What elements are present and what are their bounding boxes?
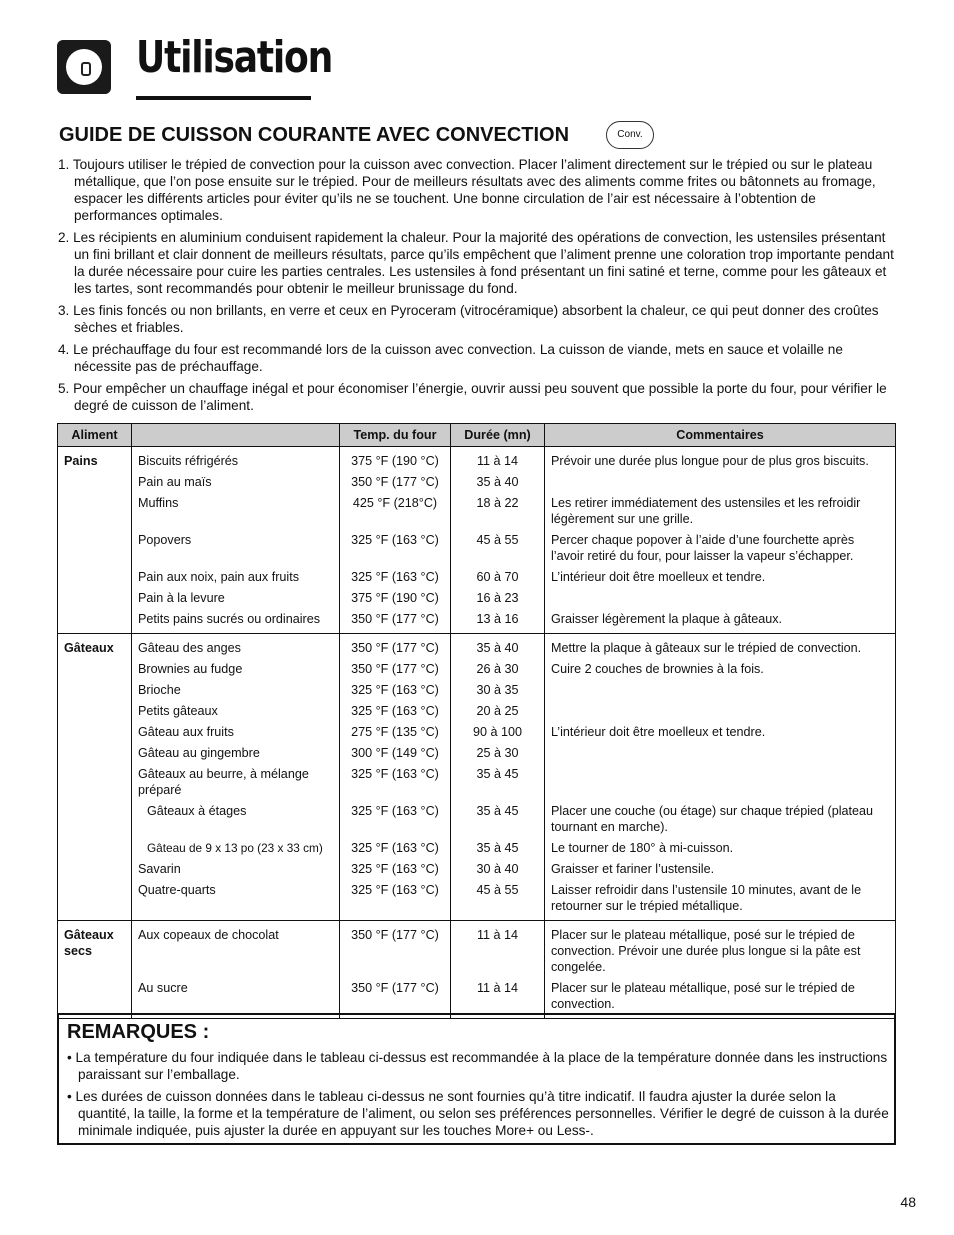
cell-duree: 35 à 40 [451,471,545,492]
instruction-item: 5. Pour empêcher un chauffage inégal et pour économiser l’énergie, ouvrir aussi peu souvent que possible la porte du four, pour vérifier le degré de cuisson de l’aliment. [58,381,887,413]
column-header-temp: Temp. du four [340,424,451,447]
table-row [58,858,896,879]
cell-duree: 13 à 16 [451,608,545,634]
cell-item: Popovers [132,529,340,566]
cell-aliment: Pains [58,447,132,472]
table-row [58,658,896,679]
cell-temp: 325 °F (163 °C) [340,879,451,921]
page-number: 48 [900,1194,916,1210]
conv-badge: Conv. [606,121,654,149]
cell-temp: 325 °F (163 °C) [340,700,451,721]
cell-aliment [58,471,132,492]
cell-aliment [58,721,132,742]
cell-item: Pain au maïs [132,471,340,492]
column-header-duree: Durée (mn) [451,424,545,447]
instructions-list [58,156,900,419]
instruction-item: 1. Toujours utiliser le trépied de convection pour la cuisson avec convection. Placer l’aliment directement sur le trépied ou sur le plateau métallique, que l’on pose ensuite sur le trépied. Pour de meilleurs résultats avec des aliments comme frites ou bâtonnets au fromage, espacer les différents articles pour éviter qu’ils ne se touchent. Une bonne circulation de l’air est nécessaire à l’obtention de performances optimales. [58,157,876,223]
column-header-aliment: Aliment [58,424,132,447]
cell-temp: 375 °F (190 °C) [340,587,451,608]
cell-temp: 350 °F (177 °C) [340,471,451,492]
table-row [58,447,896,472]
remarques-box [57,1013,896,1145]
cell-temp: 325 °F (163 °C) [340,679,451,700]
cell-duree: 26 à 30 [451,658,545,679]
cell-aliment [58,587,132,608]
cell-commentaire: Prévoir une durée plus longue pour de plus gros biscuits. [545,447,896,472]
cell-aliment [58,858,132,879]
cell-item: Gâteau des anges [132,634,340,659]
cell-duree: 11 à 14 [451,977,545,1019]
cell-duree: 35 à 45 [451,763,545,800]
cell-aliment [58,658,132,679]
cell-item-text: Gâteau de 9 x 13 po (23 x 33 cm) [147,841,323,855]
cell-duree: 25 à 30 [451,742,545,763]
cell-temp: 350 °F (177 °C) [340,608,451,634]
cell-item-text: Gâteaux à étages [147,804,247,818]
cell-item: Brioche [132,679,340,700]
cell-commentaire [545,471,896,492]
cell-commentaire: Percer chaque popover à l’aide d’une fourchette après l’avoir retiré du four, pour laisser la vapeur s’échapper. [545,529,896,566]
cell-aliment: Gâteaux [58,634,132,659]
table-row [58,800,896,837]
table-row [58,679,896,700]
cell-aliment: Gâteaux secs [58,921,132,978]
cell-aliment [58,679,132,700]
cell-item: Savarin [132,858,340,879]
cell-item: Brownies au fudge [132,658,340,679]
cell-item: Pain à la levure [132,587,340,608]
cell-commentaire [545,587,896,608]
cell-aliment [58,879,132,921]
cell-commentaire: Le tourner de 180° à mi-cuisson. [545,837,896,858]
cell-temp: 350 °F (177 °C) [340,921,451,978]
cell-aliment [58,608,132,634]
cell-commentaire: Mettre la plaque à gâteaux sur le trépied de convection. [545,634,896,659]
section-title: GUIDE DE CUISSON COURANTE AVEC CONVECTION [59,124,570,146]
cell-temp: 325 °F (163 °C) [340,800,451,837]
cell-item [132,800,340,837]
cell-duree: 20 à 25 [451,700,545,721]
cell-duree: 30 à 35 [451,679,545,700]
table-row [58,742,896,763]
cell-commentaire [545,700,896,721]
remarques-title: REMARQUES : [67,1021,210,1043]
cell-commentaire: Placer sur le plateau métallique, posé sur le trépied de convection. Prévoir une durée plus longue si la pâte est congelée. [545,921,896,978]
table-header-row [58,424,896,447]
instruction-item: 2. Les récipients en aluminium conduisent rapidement la chaleur. Pour la majorité des opérations de convection, les ustensiles présentant un fini brillant et clair donnent de meilleurs résultats, parce qu’ils empêchent que l’aliment prenne une coloration trop importante pendant la durée nécessaire pour cuire les parties centrales. Les ustensiles à fond présentant un fini satiné et terne, comme pour les gâteaux et les tartes, sont recommandés pour obtenir le meilleur brunissage du fond. [58,230,894,296]
cell-aliment [58,492,132,529]
cell-temp: 325 °F (163 °C) [340,837,451,858]
cell-item: Gâteaux au beurre, à mélange préparé [132,763,340,800]
table-row [58,763,896,800]
table-row [58,879,896,921]
cell-item: Gâteau au gingembre [132,742,340,763]
cell-temp: 325 °F (163 °C) [340,763,451,800]
cell-commentaire: L’intérieur doit être moelleux et tendre. [545,721,896,742]
table-row [58,921,896,978]
cell-item: Pain aux noix, pain aux fruits [132,566,340,587]
cell-item: Petits pains sucrés ou ordinaires [132,608,340,634]
cell-item: Au sucre [132,977,340,1019]
table-row [58,837,896,858]
cell-commentaire: Placer une couche (ou étage) sur chaque trépied (plateau tournant en marche). [545,800,896,837]
cell-temp: 425 °F (218°C) [340,492,451,529]
cell-aliment [58,763,132,800]
cell-duree: 11 à 14 [451,921,545,978]
instruction-item: 4. Le préchauffage du four est recommandé lors de la cuisson avec convection. La cuisson de viande, mets en sauce et volaille ne nécessite pas de préchauffage. [58,342,843,374]
lightbulb-icon [57,40,111,94]
cell-commentaire: Les retirer immédiatement des ustensiles et les refroidir légèrement sur une grille. [545,492,896,529]
remarques-list [67,1049,889,1144]
cell-aliment [58,566,132,587]
cell-duree: 60 à 70 [451,566,545,587]
table-row [58,608,896,634]
instruction-item: 3. Les finis foncés ou non brillants, en verre et ceux en Pyroceram (vitrocéramique) absorbent la chaleur, ce qui peut donner des croûtes sèches et friables. [58,303,879,335]
cell-duree: 35 à 40 [451,634,545,659]
cell-duree: 30 à 40 [451,858,545,879]
cell-item: Muffins [132,492,340,529]
cell-aliment [58,700,132,721]
cell-commentaire: Graisser légèrement la plaque à gâteaux. [545,608,896,634]
title-underline [136,96,311,100]
cell-temp: 350 °F (177 °C) [340,634,451,659]
cell-commentaire: Laisser refroidir dans l’ustensile 10 minutes, avant de le retourner sur le trépied métallique. [545,879,896,921]
cell-commentaire [545,679,896,700]
cell-aliment [58,837,132,858]
table-row [58,492,896,529]
cell-duree: 35 à 45 [451,800,545,837]
cell-commentaire [545,763,896,800]
cell-aliment [58,742,132,763]
cell-aliment [58,529,132,566]
cell-item: Quatre-quarts [132,879,340,921]
table-row [58,721,896,742]
cell-item: Biscuits réfrigérés [132,447,340,472]
table-row [58,587,896,608]
cell-temp: 325 °F (163 °C) [340,858,451,879]
table-row [58,529,896,566]
cell-commentaire: Cuire 2 couches de brownies à la fois. [545,658,896,679]
cell-aliment [58,800,132,837]
cell-item: Aux copeaux de chocolat [132,921,340,978]
cell-item [132,837,340,858]
cell-temp: 300 °F (149 °C) [340,742,451,763]
table-row [58,566,896,587]
cell-temp: 375 °F (190 °C) [340,447,451,472]
cell-duree: 45 à 55 [451,879,545,921]
column-header-item [132,424,340,447]
cell-commentaire: Graisser et fariner l’ustensile. [545,858,896,879]
cell-commentaire: Placer sur le plateau métallique, posé sur le trépied de convection. [545,977,896,1019]
cell-item: Gâteau aux fruits [132,721,340,742]
table-row [58,700,896,721]
cell-item: Petits gâteaux [132,700,340,721]
cell-temp: 325 °F (163 °C) [340,566,451,587]
cell-temp: 350 °F (177 °C) [340,977,451,1019]
remarque-item: • La température du four indiquée dans le tableau ci-dessus est recommandée à la place de la température donnée dans les instructions paraissant sur l’emballage. [67,1049,889,1083]
cell-commentaire [545,742,896,763]
cell-commentaire: L’intérieur doit être moelleux et tendre. [545,566,896,587]
cell-duree: 18 à 22 [451,492,545,529]
cell-temp: 325 °F (163 °C) [340,529,451,566]
column-header-commentaires: Commentaires [545,424,896,447]
table-row [58,471,896,492]
cell-duree: 11 à 14 [451,447,545,472]
cooking-guide-table [57,423,896,1019]
cell-duree: 90 à 100 [451,721,545,742]
cell-temp: 275 °F (135 °C) [340,721,451,742]
cell-duree: 16 à 23 [451,587,545,608]
page-title: Utilisation [136,32,333,83]
cell-duree: 35 à 45 [451,837,545,858]
remarque-item: • Les durées de cuisson données dans le tableau ci-dessus ne sont fournies qu’à titre indicatif. Il faudra ajuster la durée selon la quantité, la taille, la forme et la température de l’aliment, ou selon ses préférences personnelles. Vérifier le degré de cuisson à la durée minimale indiquée, puis ajuster la durée en appuyant sur les touches More+ ou Less-. [67,1088,889,1139]
cell-duree: 45 à 55 [451,529,545,566]
table-row [58,634,896,659]
cell-temp: 350 °F (177 °C) [340,658,451,679]
